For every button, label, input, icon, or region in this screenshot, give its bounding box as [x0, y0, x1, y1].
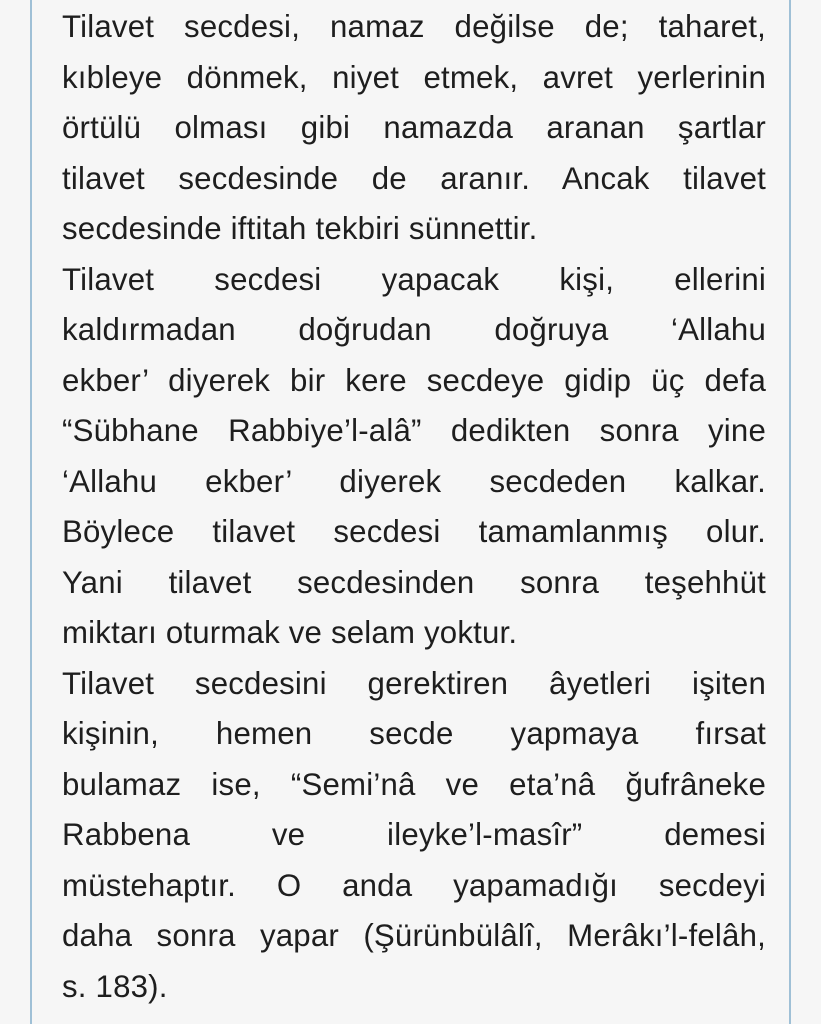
- text-line: müstehaptır. O anda yapamadığı secdeyi: [62, 867, 766, 903]
- left-border-line: [30, 0, 32, 1024]
- paragraph-2: [62, 255, 766, 659]
- text-line: “Sübhane Rabbiye’l-alâ” dedikten sonra yine: [62, 413, 766, 448]
- text-line: s. 183).: [62, 968, 168, 1004]
- text-line: tilavet secdesinde de aranır. Ancak tilavet: [62, 160, 766, 196]
- paragraph-3: [62, 659, 766, 1013]
- text-line: Tilavet secdesi yapacak kişi, ellerini: [62, 261, 766, 297]
- text-line: kıbleye dönmek, niyet etmek, avret yerlerinin: [62, 59, 766, 95]
- text-line: miktarı oturmak ve selam yoktur.: [62, 615, 518, 650]
- text-line: ‘Allahu ekber’ diyerek secdeden kalkar.: [62, 463, 766, 499]
- text-line: daha sonra yapar (Şürünbülâlî, Merâkı’l-felâh,: [62, 918, 766, 953]
- text-line: Yani tilavet secdesinden sonra teşehhüt: [62, 564, 766, 600]
- text-line: secdesinde iftitah tekbiri sünnettir.: [62, 211, 538, 246]
- right-border-line: [789, 0, 791, 1024]
- text-line: kişinin, hemen secde yapmaya fırsat: [62, 716, 766, 751]
- article-body: [62, 2, 766, 1012]
- text-line: Tilavet secdesini gerektiren âyetleri işiten: [62, 665, 766, 701]
- text-line: Tilavet secdesi, namaz değilse de; taharet,: [62, 9, 766, 44]
- text-line: örtülü olması gibi namazda aranan şartlar: [62, 110, 766, 145]
- paragraph-1: [62, 2, 766, 255]
- text-line: Rabbena ve ileyke’l-masîr” demesi: [62, 817, 766, 852]
- text-line: bulamaz ise, “Semi’nâ ve eta’nâ ğufrâneke: [62, 766, 766, 802]
- text-line: Böylece tilavet secdesi tamamlanmış olur.: [62, 514, 766, 549]
- text-line: kaldırmadan doğrudan doğruya ‘Allahu: [62, 312, 766, 347]
- text-line: ekber’ diyerek bir kere secdeye gidip üç defa: [62, 362, 766, 398]
